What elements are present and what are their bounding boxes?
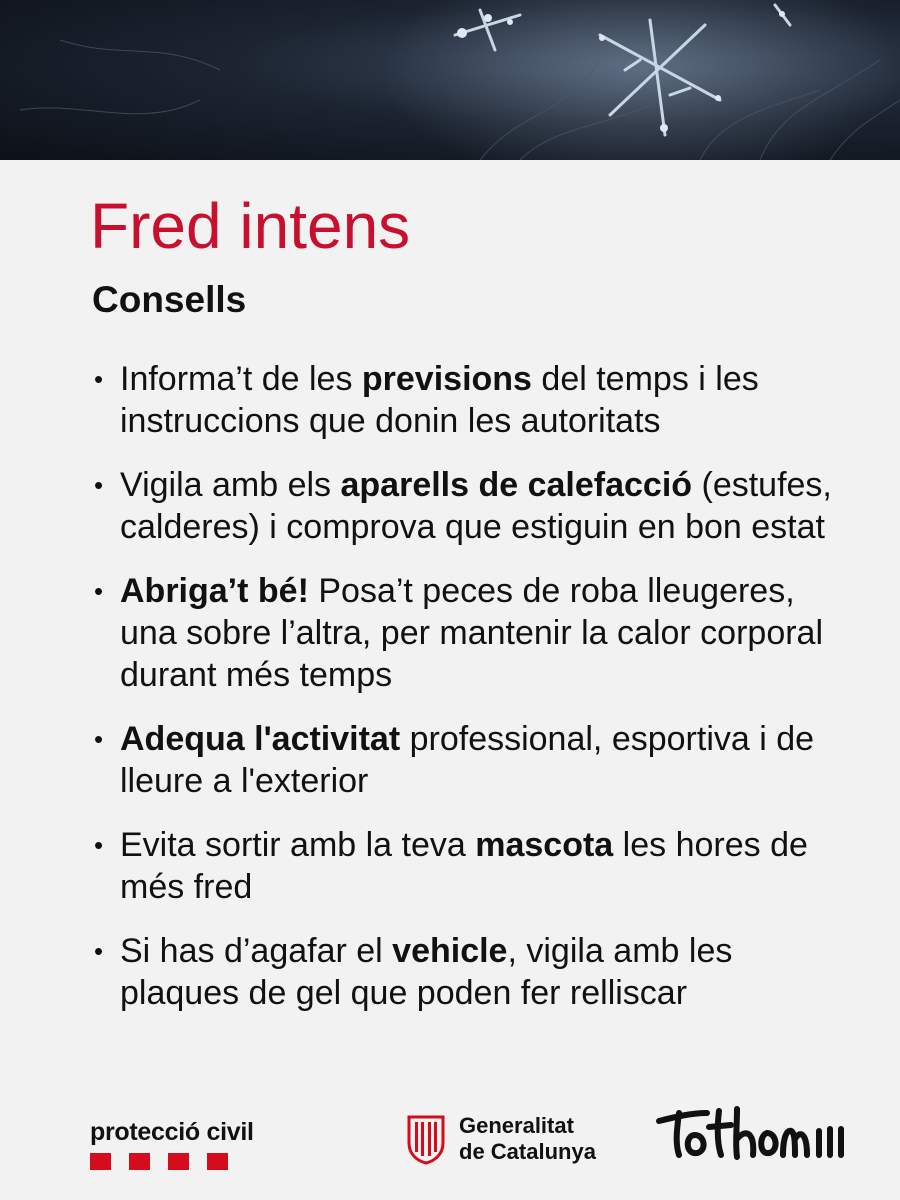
proteccio-civil-text: protecció civil — [90, 1118, 254, 1146]
snowflake-icon — [0, 0, 900, 160]
tip-text: (estufes, calderes) i comprova que estiguin en bon estat — [120, 466, 832, 546]
proteccio-civil-squares — [90, 1153, 228, 1170]
tip-text: professional, esportiva i de lleure a l'exterior — [120, 720, 815, 800]
generalitat-line2: de Catalunya — [459, 1139, 596, 1164]
tothom-logo — [655, 1103, 855, 1163]
tip-highlight: Adequa l'activitat — [120, 720, 401, 758]
tip-text: Vigila amb els — [120, 466, 341, 504]
tip-highlight: aparells de calefacció — [340, 466, 693, 504]
tip-text: Si has d’agafar el — [120, 932, 393, 970]
tip-text: , vigila amb les plaques de gel que poden fer relliscar — [120, 932, 733, 1012]
tip-text: Informa’t de les — [120, 360, 362, 398]
tip-highlight: mascota — [475, 826, 614, 864]
tip-text: les hores de més fred — [120, 826, 808, 906]
tip-text: Posa’t peces de roba lleugeres, una sobre l’altra, per mantenir la calor corporal durant més temps — [120, 572, 824, 694]
tips-list — [92, 358, 852, 1014]
generalitat-text — [459, 1113, 596, 1165]
tip-highlight: Abriga’t bé! — [120, 572, 309, 610]
tip-item — [92, 930, 852, 1014]
tip-text: Evita sortir amb la teva — [120, 826, 476, 864]
header-image — [0, 0, 900, 160]
tip-highlight: vehicle — [392, 932, 508, 970]
generalitat-line1: Generalitat — [459, 1113, 574, 1138]
proteccio-civil-logo — [90, 1117, 270, 1167]
page-title: Fred intens — [90, 190, 411, 262]
tip-item — [92, 358, 852, 442]
tip-item — [92, 464, 852, 548]
tip-item — [92, 824, 852, 908]
generalitat-shield-icon — [406, 1113, 446, 1165]
footer-logos — [0, 1095, 900, 1185]
tip-highlight: previsions — [361, 360, 532, 398]
page-subtitle: Consells — [92, 279, 247, 320]
generalitat-logo — [406, 1113, 636, 1165]
tip-item — [92, 570, 852, 696]
tip-text: del temps i les instruccions que donin les autoritats — [120, 360, 759, 440]
tip-item — [92, 718, 852, 802]
